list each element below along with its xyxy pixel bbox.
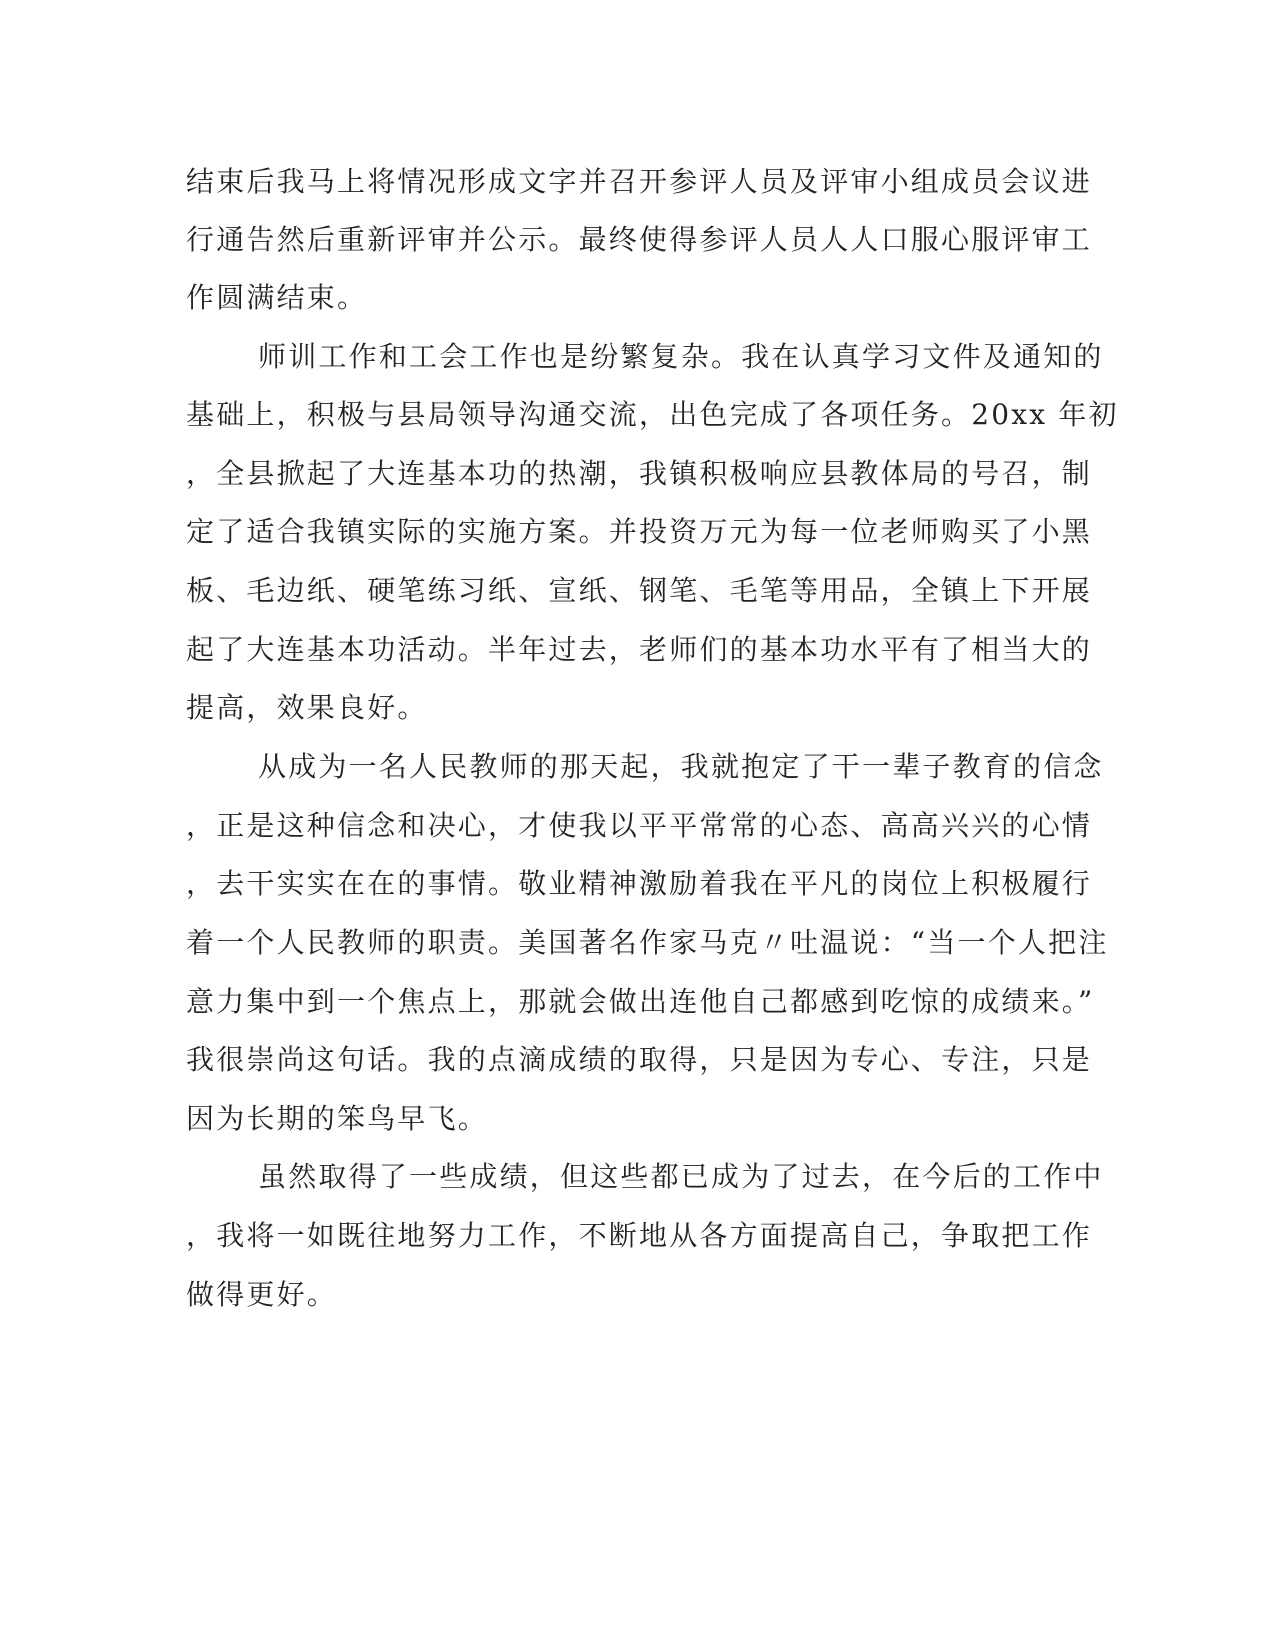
- paragraph-first-line: 从成为一名人民教师的那天起，我就抱定了干一辈子教育的信念: [258, 750, 1104, 783]
- text-line: 我很崇尚这句话。我的点滴成绩的取得，只是因为专心、专注，只是: [186, 1043, 1093, 1076]
- text-line: 意力集中到一个焦点上，那就会做出连他自己都感到吃惊的成绩来。”: [186, 985, 1095, 1018]
- paragraph-first-line: 师训工作和工会工作也是纷繁复杂。我在认真学习文件及通知的: [258, 340, 1104, 373]
- text-line: ，去干实实在在的事情。敬业精神激励着我在平凡的岗位上积极履行: [186, 867, 1093, 900]
- text-line: 基础上，积极与县局领导沟通交流，出色完成了各项任务。20xx 年初: [186, 398, 1119, 431]
- text-line: ，正是这种信念和决心，才使我以平平常常的心态、高高兴兴的心情: [186, 809, 1093, 842]
- text-line: 行通告然后重新评审并公示。最终使得参评人员人人口服心服评审工: [186, 223, 1093, 256]
- text-line: 做得更好。: [186, 1278, 338, 1311]
- text-line: ，全县掀起了大连基本功的热潮，我镇积极响应县教体局的号召，制: [186, 457, 1093, 490]
- text-line: 定了适合我镇实际的实施方案。并投资万元为每一位老师购买了小黑: [186, 515, 1093, 548]
- paragraph-first-line: 虽然取得了一些成绩，但这些都已成为了过去，在今后的工作中: [258, 1160, 1104, 1193]
- text-line: 着一个人民教师的职责。美国著名作家马克〃吐温说：“当一个人把注: [186, 926, 1109, 959]
- text-line: 结束后我马上将情况形成文字并召开参评人员及评审小组成员会议进: [186, 165, 1093, 198]
- text-line: ，我将一如既往地努力工作，不断地从各方面提高自己，争取把工作: [186, 1219, 1093, 1252]
- text-line: 因为长期的笨鸟早飞。: [186, 1102, 489, 1135]
- text-line: 板、毛边纸、硬笔练习纸、宣纸、钢笔、毛笔等用品，全镇上下开展: [186, 574, 1093, 607]
- text-line: 起了大连基本功活动。半年过去，老师们的基本功水平有了相当大的: [186, 633, 1093, 666]
- text-line: 提高，效果良好。: [186, 691, 428, 724]
- text-line: 作圆满结束。: [186, 281, 368, 314]
